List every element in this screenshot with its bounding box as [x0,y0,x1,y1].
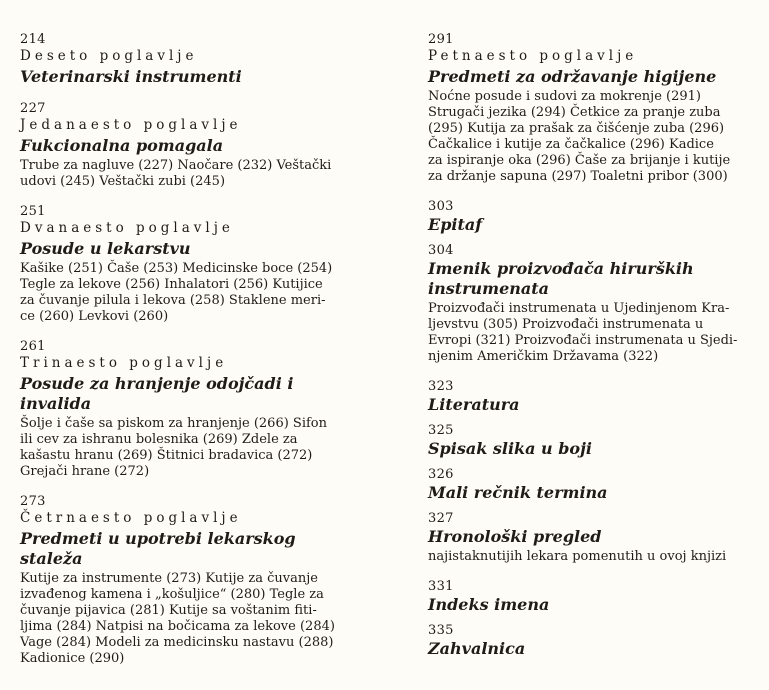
section-title: Posude u lekarstvu [20,239,191,258]
section-title: Epitaf [428,215,483,234]
toc-entry [428,623,748,659]
contents-line: Trube za nagluve (227) Naočare (232) Veštački [20,158,332,173]
toc-entry [20,101,338,190]
toc-entry [20,32,338,87]
contents-line: Noćne posude i sudovi za mokrenje (291) [428,89,701,104]
section-title: Predmeti u upotrebi lekarskog staleža [20,529,296,568]
page-number: 261 [20,339,46,354]
contents-line: Grejači hrane (272) [20,464,150,479]
section-contents [428,301,748,365]
toc-entry [428,199,748,235]
contents-line: za držanje sapuna (297) Toaletni pribor (300) [428,169,728,184]
toc-entry [428,379,748,415]
toc-entry [428,579,748,615]
toc-right-column [428,32,748,667]
toc-entry [20,339,338,480]
page-number: 323 [428,379,454,394]
section-title: Hronološki pregled [428,527,602,546]
section-title: Indeks imena [428,595,550,614]
contents-line: ljima (284) Natpisi na bočicama za lekove (284) [20,619,335,634]
page-number: 335 [428,623,454,638]
contents-line: Evropi (321) Proizvođači instrumenata u Sjedi- [428,333,738,348]
toc-left-column [20,32,338,681]
contents-line: izvađenog kamena i „košuljice“ (280) Tegle za [20,587,324,602]
section-contents [428,89,748,185]
page-number: 303 [428,199,454,214]
contents-line: Vage (284) Modeli za medicinsku nastavu (288) [20,635,334,650]
toc-entry [428,32,748,185]
section-title: Zahvalnica [428,639,526,658]
section-title: Predmeti za održavanje higijene [428,67,717,86]
page-number: 227 [20,101,46,116]
contents-line: Kutije za instrumente (273) Kutije za čuvanje [20,571,318,586]
toc-entry [428,467,748,503]
contents-line: Strugači jezika (294) Četkice za pranje zuba [428,105,721,120]
contents-line: za ispiranje oka (296) Čaše za brijanje i kutije [428,153,731,168]
chapter-label: Jedanaesto poglavlje [20,117,242,133]
section-contents [20,261,338,325]
section-contents [20,158,338,190]
contents-line: udovi (245) Veštački zubi (245) [20,174,226,189]
contents-line: čuvanje pijavica (281) Kutije sa voštanim fiti- [20,603,317,618]
page-number: 214 [20,32,46,47]
page-number: 251 [20,204,46,219]
toc-entry [428,423,748,459]
contents-line: Čačkalice i kutije za čačkalice (296) Kadice [428,137,714,152]
page-number: 326 [428,467,454,482]
contents-line: Tegle za lekove (256) Inhalatori (256) Kutijice [20,277,323,292]
chapter-label: Petnaesto poglavlje [428,48,638,64]
section-title: Fukcionalna pomagala [20,136,224,155]
toc-entry [428,243,748,365]
contents-line: njenim Američkim Državama (322) [428,349,659,364]
section-title: Imenik proizvođača hirurških instrumenata [428,259,694,298]
section-contents [428,549,748,565]
chapter-label: Dvanaesto poglavlje [20,220,234,236]
contents-line: ce (260) Levkovi (260) [20,309,169,324]
page-number: 331 [428,579,454,594]
page-number: 304 [428,243,454,258]
toc-entry [428,511,748,565]
contents-line: ili cev za ishranu bolesnika (269) Zdele za [20,432,298,447]
page-number: 291 [428,32,454,47]
section-title: Mali rečnik termina [428,483,608,502]
section-title: Posude za hranjenje odojčadi i invalida [20,374,294,413]
section-contents [20,416,338,480]
toc-entry [20,204,338,325]
contents-line: najistaknutijih lekara pomenutih u ovoj knjizi [428,549,727,564]
page-number: 327 [428,511,454,526]
contents-line: (295) Kutija za prašak za čišćenje zuba (296) [428,121,725,136]
chapter-label: Četrnaesto poglavlje [20,510,242,526]
chapter-label: Trinaesto poglavlje [20,355,228,371]
contents-line: kašastu hranu (269) Štitnici bradavica (272) [20,448,313,463]
contents-line: Proizvođači instrumenata u Ujedinjenom Kra- [428,301,730,316]
contents-line: Kadionice (290) [20,651,125,666]
section-title: Literatura [428,395,520,414]
contents-line: za čuvanje pilula i lekova (258) Staklene meri- [20,293,326,308]
section-title: Veterinarski instrumenti [20,67,242,86]
page-number: 325 [428,423,454,438]
section-contents [20,571,338,667]
chapter-label: Deseto poglavlje [20,48,198,64]
page-number: 273 [20,494,46,509]
contents-line: ljevstvu (305) Proizvođači instrumenata u [428,317,704,332]
contents-line: Šolje i čaše sa piskom za hranjenje (266) Sifon [20,416,327,431]
section-title: Spisak slika u boji [428,439,592,458]
contents-line: Kašike (251) Čaše (253) Medicinske boce (254) [20,261,333,276]
toc-entry [20,494,338,667]
